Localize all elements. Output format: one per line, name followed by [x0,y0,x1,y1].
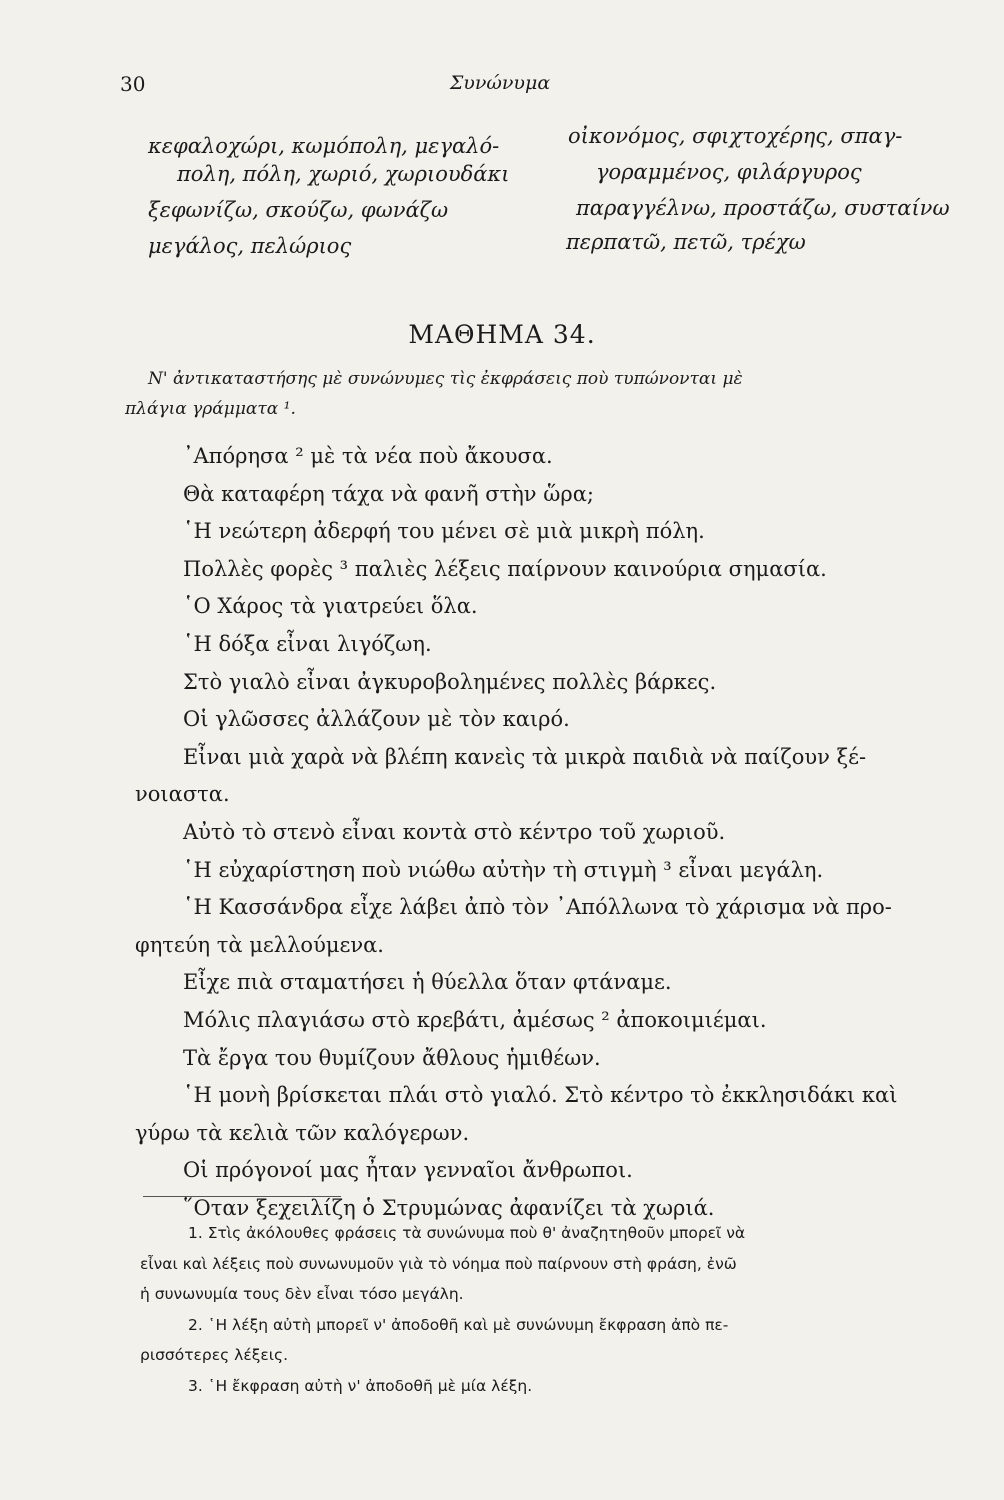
synonym-right-1: οἰκονόμος, σφιχτοχέρης, σπαγ- [568,124,903,148]
sentence-line: Εἶναι μιὰ χαρὰ νὰ βλέπη κανεὶς τὰ μικρὰ παιδιὰ νὰ παίζουν ξέ- [183,744,867,769]
instruction-line-2: πλάγια γράμματα ¹. [125,399,296,419]
lesson-instruction [125,364,965,424]
footnote-line: 3. ῾Η ἔκφραση αὐτὴ ν' ἀποδοθῆ μὲ μία λέξη. [188,1376,533,1395]
sentence-line: Εἶχε πιὰ σταματήσει ἡ θύελλα ὅταν φτάναμε. [183,970,672,995]
sentence-line: Αὐτὸ τὸ στενὸ εἶναι κοντὰ στὸ κέντρο τοῦ χωριοῦ. [183,819,726,844]
synonym-right-4: περπατῶ, πετῶ, τρέχω [566,230,806,254]
sentence-line: Οἱ πρόγονοί μας ἦταν γενναῖοι ἄνθρωποι. [183,1158,633,1183]
page-number: 30 [120,72,146,96]
footnote-line: 2. ῾Η λέξη αὐτὴ μπορεῖ ν' ἀποδοθῆ καὶ μὲ συνώνυμη ἔκφραση ἀπὸ πε- [188,1315,729,1334]
synonym-right-3: παραγγέλνω, προστάζω, συσταίνω [576,196,950,220]
sentence-line: Τὰ ἔργα του θυμίζουν ἄθλους ἡμιθέων. [183,1045,601,1070]
synonym-left-2: πολη, πόλη, χωριό, χωριουδάκι [177,162,510,186]
running-title: Συνώνυμα [449,72,551,94]
sentence-line: Στὸ γιαλὸ εἶναι ἀγκυροβολημένες πολλὲς βάρκες. [183,669,717,694]
sentence-line: ῞Οταν ξεχειλίζη ὁ Στρυμώνας ἀφανίζει τὰ χωριά. [183,1195,715,1220]
footnote-line: εἶναι καὶ λέξεις ποὺ συνωνυμοῦν γιὰ τὸ νόημα ποὺ παίρνουν στὴ φράση, ἐνῶ [140,1254,737,1273]
sentence-line: νοιαστα. [135,782,230,807]
sentence-line: φητεύη τὰ μελλούμενα. [135,932,384,957]
footnote-divider [143,1196,341,1197]
sentence-line: ῾Η νεώτερη ἀδερφή του μένει σὲ μιὰ μικρὴ πόλη. [183,519,705,544]
footnotes [140,1218,980,1401]
footnote-line: 1. Στὶς ἀκόλουθες φράσεις τὰ συνώνυμα ποὺ θ' ἀναζητηθοῦν μπορεῖ νὰ [188,1224,746,1242]
sentence-line: Πολλὲς φορὲς ³ παλιὲς λέξεις παίρνουν καινούρια σημασία. [183,556,827,581]
sentence-line: ῾Ο Χάρος τὰ γιατρεύει ὅλα. [183,594,478,619]
synonym-left-1: κεφαλοχώρι, κωμόπολη, μεγαλό- [148,134,500,158]
sentence-line: ᾿Απόρησα ² μὲ τὰ νέα ποὺ ἄκουσα. [183,444,553,468]
footnote-line: ἡ συνωνυμία τους δὲν εἶναι τόσο μεγάλη. [140,1285,464,1303]
sentence-line: γύρω τὰ κελιὰ τῶν καλόγερων. [135,1120,470,1145]
sentence-line: Μόλις πλαγιάσω στὸ κρεβάτι, ἀμέσως ² ἀποκοιμιέμαι. [183,1007,767,1032]
synonym-left-4: μεγάλος, πελώριος [148,234,352,258]
sentence-line: ῾Η Κασσάνδρα εἶχε λάβει ἀπὸ τὸν ᾿Απόλλωνα τὸ χάρισμα νὰ προ- [183,895,892,920]
sentence-line: ῾Η εὐχαρίστηση ποὺ νιώθω αὐτὴν τὴ στιγμὴ ³ εἶναι μεγάλη. [183,857,824,882]
sentence-line: Θὰ καταφέρη τάχα νὰ φανῆ στὴν ὥρα; [183,481,594,506]
synonym-right-2: γοραμμένος, φιλάργυρος [596,160,862,184]
footnote-line: ρισσότερες λέξεις. [140,1346,289,1364]
sentence-line: ῾Η δόξα εἶναι λιγόζωη. [183,631,432,656]
page-header [120,72,880,102]
lesson-title: ΜΑΘΗΜΑ 34. [408,320,596,349]
sentence-line: Οἱ γλῶσσες ἀλλάζουν μὲ τὸν καιρό. [183,707,570,732]
synonym-left-3: ξεφωνίζω, σκούζω, φωνάζω [148,198,449,222]
exercise-sentences [135,438,975,1227]
sentence-line: ῾Η μονὴ βρίσκεται πλάι στὸ γιαλό. Στὸ κέντρο τὸ ἐκκλησιδάκι καὶ [183,1083,898,1108]
instruction-line-1: Ν' ἀντικαταστήσης μὲ συνώνυμες τὶς ἐκφράσεις ποὺ τυπώνονται μὲ [148,369,743,389]
